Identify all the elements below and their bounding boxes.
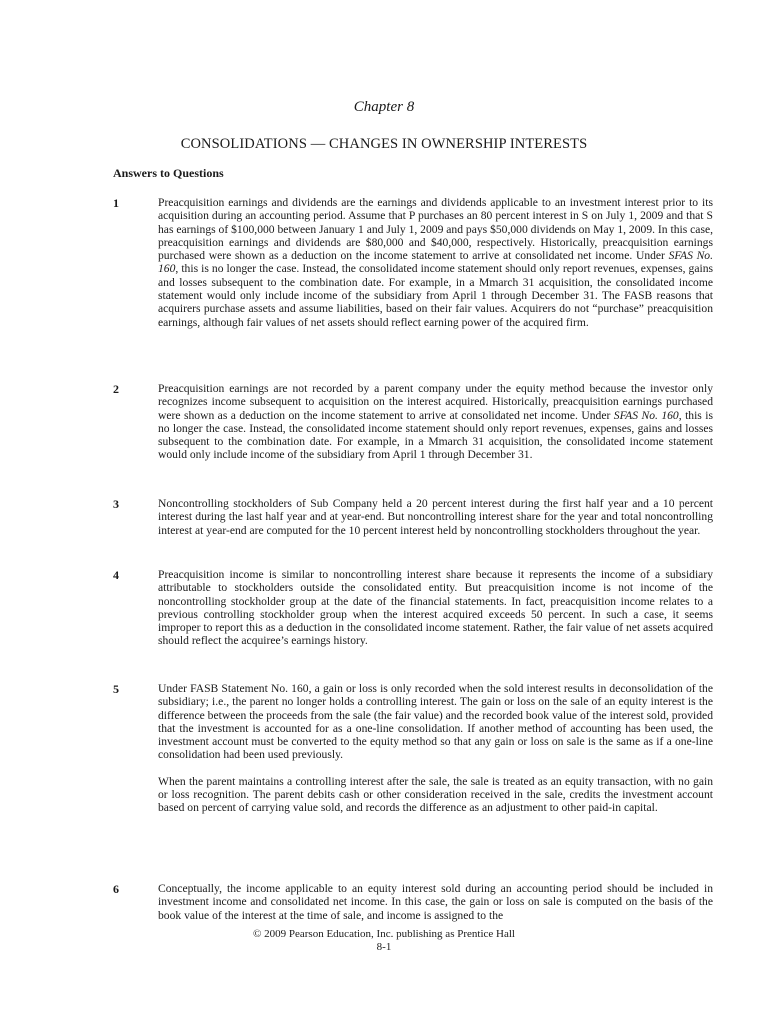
answer-number: 5 xyxy=(113,682,119,696)
answer-text xyxy=(158,382,713,462)
answer-paragraph: Conceptually, the income applicable to an equity interest sold during an accounting period should be included in investment income and consolidated net income. In this case, the gain or loss on sale is computed on the basis of the book value of the interest at the time of sale, and income is assigned to the xyxy=(158,882,713,922)
answer-number: 3 xyxy=(113,497,119,511)
answer-text xyxy=(158,568,713,648)
answer-paragraph: Under FASB Statement No. 160, a gain or loss is only recorded when the sold interest results in deconsolidation of the subsidiary; i.e., the parent no longer holds a controlling interest. The gain or loss on the sale of an equity interest is the difference between the proceeds from the sale (the fair value) and the recorded book value of the interest sold, provided that the investment is accounted for as a one-line consolidation. If another method of accounting has been used, the investment account must be converted to the equity method so that any gain or loss on sale is the same as if a one-line consolidation had been used previously. xyxy=(158,682,713,762)
chapter-label: Chapter 8 xyxy=(353,99,415,115)
page-title: CONSOLIDATIONS — CHANGES IN OWNERSHIP INTERESTS xyxy=(180,136,588,152)
answer-number: 6 xyxy=(113,882,119,896)
section-subheading: Answers to Questions xyxy=(113,166,224,180)
page-footer xyxy=(0,928,768,954)
text-run: , this is no longer the case. Instead, the consolidated income statement should only report revenues, expenses, gains and losses subsequent to the combination date. For example, in a Mmarch 31 acquisition, the consolidated income statement would only include income of the subsidiary from April 1 through December 31. The FASB reasons that acquirers purchase assets and assume liabilities, based on their fair values. Acquirers do not “purchase” preacquisition earnings, although fair values of net assets should reflect earning power of the acquired firm. xyxy=(158,262,713,329)
text-run: , this is no longer the case. Instead, the consolidated income statement should only report revenues, expenses, gains and losses subsequent to the combination date. For example, in a Mmarch 31 acquisition, the consolidated income statement would only include income of the subsidiary from April 1 through December 31. xyxy=(158,408,713,462)
copyright-notice: © 2009 Pearson Education, Inc. publishing as Prentice Hall xyxy=(253,928,515,940)
page-number: 8-1 xyxy=(376,941,392,953)
answer-text xyxy=(158,497,713,537)
answer-text xyxy=(158,682,713,815)
answer-number: 2 xyxy=(113,382,119,396)
answer-text xyxy=(158,196,713,329)
citation: SFAS No. 160 xyxy=(158,249,713,276)
answer-paragraph: When the parent maintains a controlling interest after the sale, the sale is treated as an equity transaction, with no gain or loss recognition. The parent debits cash or other consideration received in the sale, credits the investment account based on percent of carrying value sold, and records the difference as an adjustment to other paid-in capital. xyxy=(158,774,713,815)
answer-paragraph: Preacquisition income is similar to noncontrolling interest share because it represents the income of a subsidiary attributable to stockholders outside the consolidated entity. But preacquisition income is not income of the noncontrolling stockholder group at the date of the financial statements. In fact, preacquisition income relates to a previous controlling stockholder group when the interest acquired exceeds 50 percent. In such a case, it seems improper to report this as a deduction in the consolidated income statement. Rather, the fair value of net assets acquired should reflect the acquiree’s earnings history. xyxy=(158,568,713,648)
answer-number: 1 xyxy=(113,196,119,210)
text-run: Preacquisition earnings and dividends are the earnings and dividends applicable to an investment interest prior to its acquisition during an accounting period. Assume that P purchases an 80 percent interest in S on July 1, 2009 and that S has earnings of $100,000 between January 1 and July 1, 2009 and pays $50,000 dividends on May 1, 2009. In this case, preacquisition earnings and dividends are $80,000 and $40,000, respectively. Historically, preacquisition earnings purchased were shown as a deduction on the income statement to arrive at consolidated net income. Under xyxy=(158,196,713,263)
answer-paragraph xyxy=(158,196,713,329)
answer-number: 4 xyxy=(113,568,119,582)
answer-paragraph xyxy=(158,382,713,462)
citation: SFAS No. 160 xyxy=(613,408,679,422)
answer-paragraph: Noncontrolling stockholders of Sub Company held a 20 percent interest during the first half year and a 10 percent interest during the last half year and at year-end. But noncontrolling interest share for the year and total noncontrolling interest at year-end are computed for the 10 percent interest held by noncontrolling stockholders throughout the year. xyxy=(158,497,713,537)
text-run: Preacquisition earnings are not recorded by a parent company under the equity method because the investor only recognizes income subsequent to acquisition on the interest acquired. Historically, preacquisition earnings purchased were shown as a deduction on the income statement to arrive at consolidated net income. Under xyxy=(158,382,713,422)
answer-text xyxy=(158,882,713,922)
